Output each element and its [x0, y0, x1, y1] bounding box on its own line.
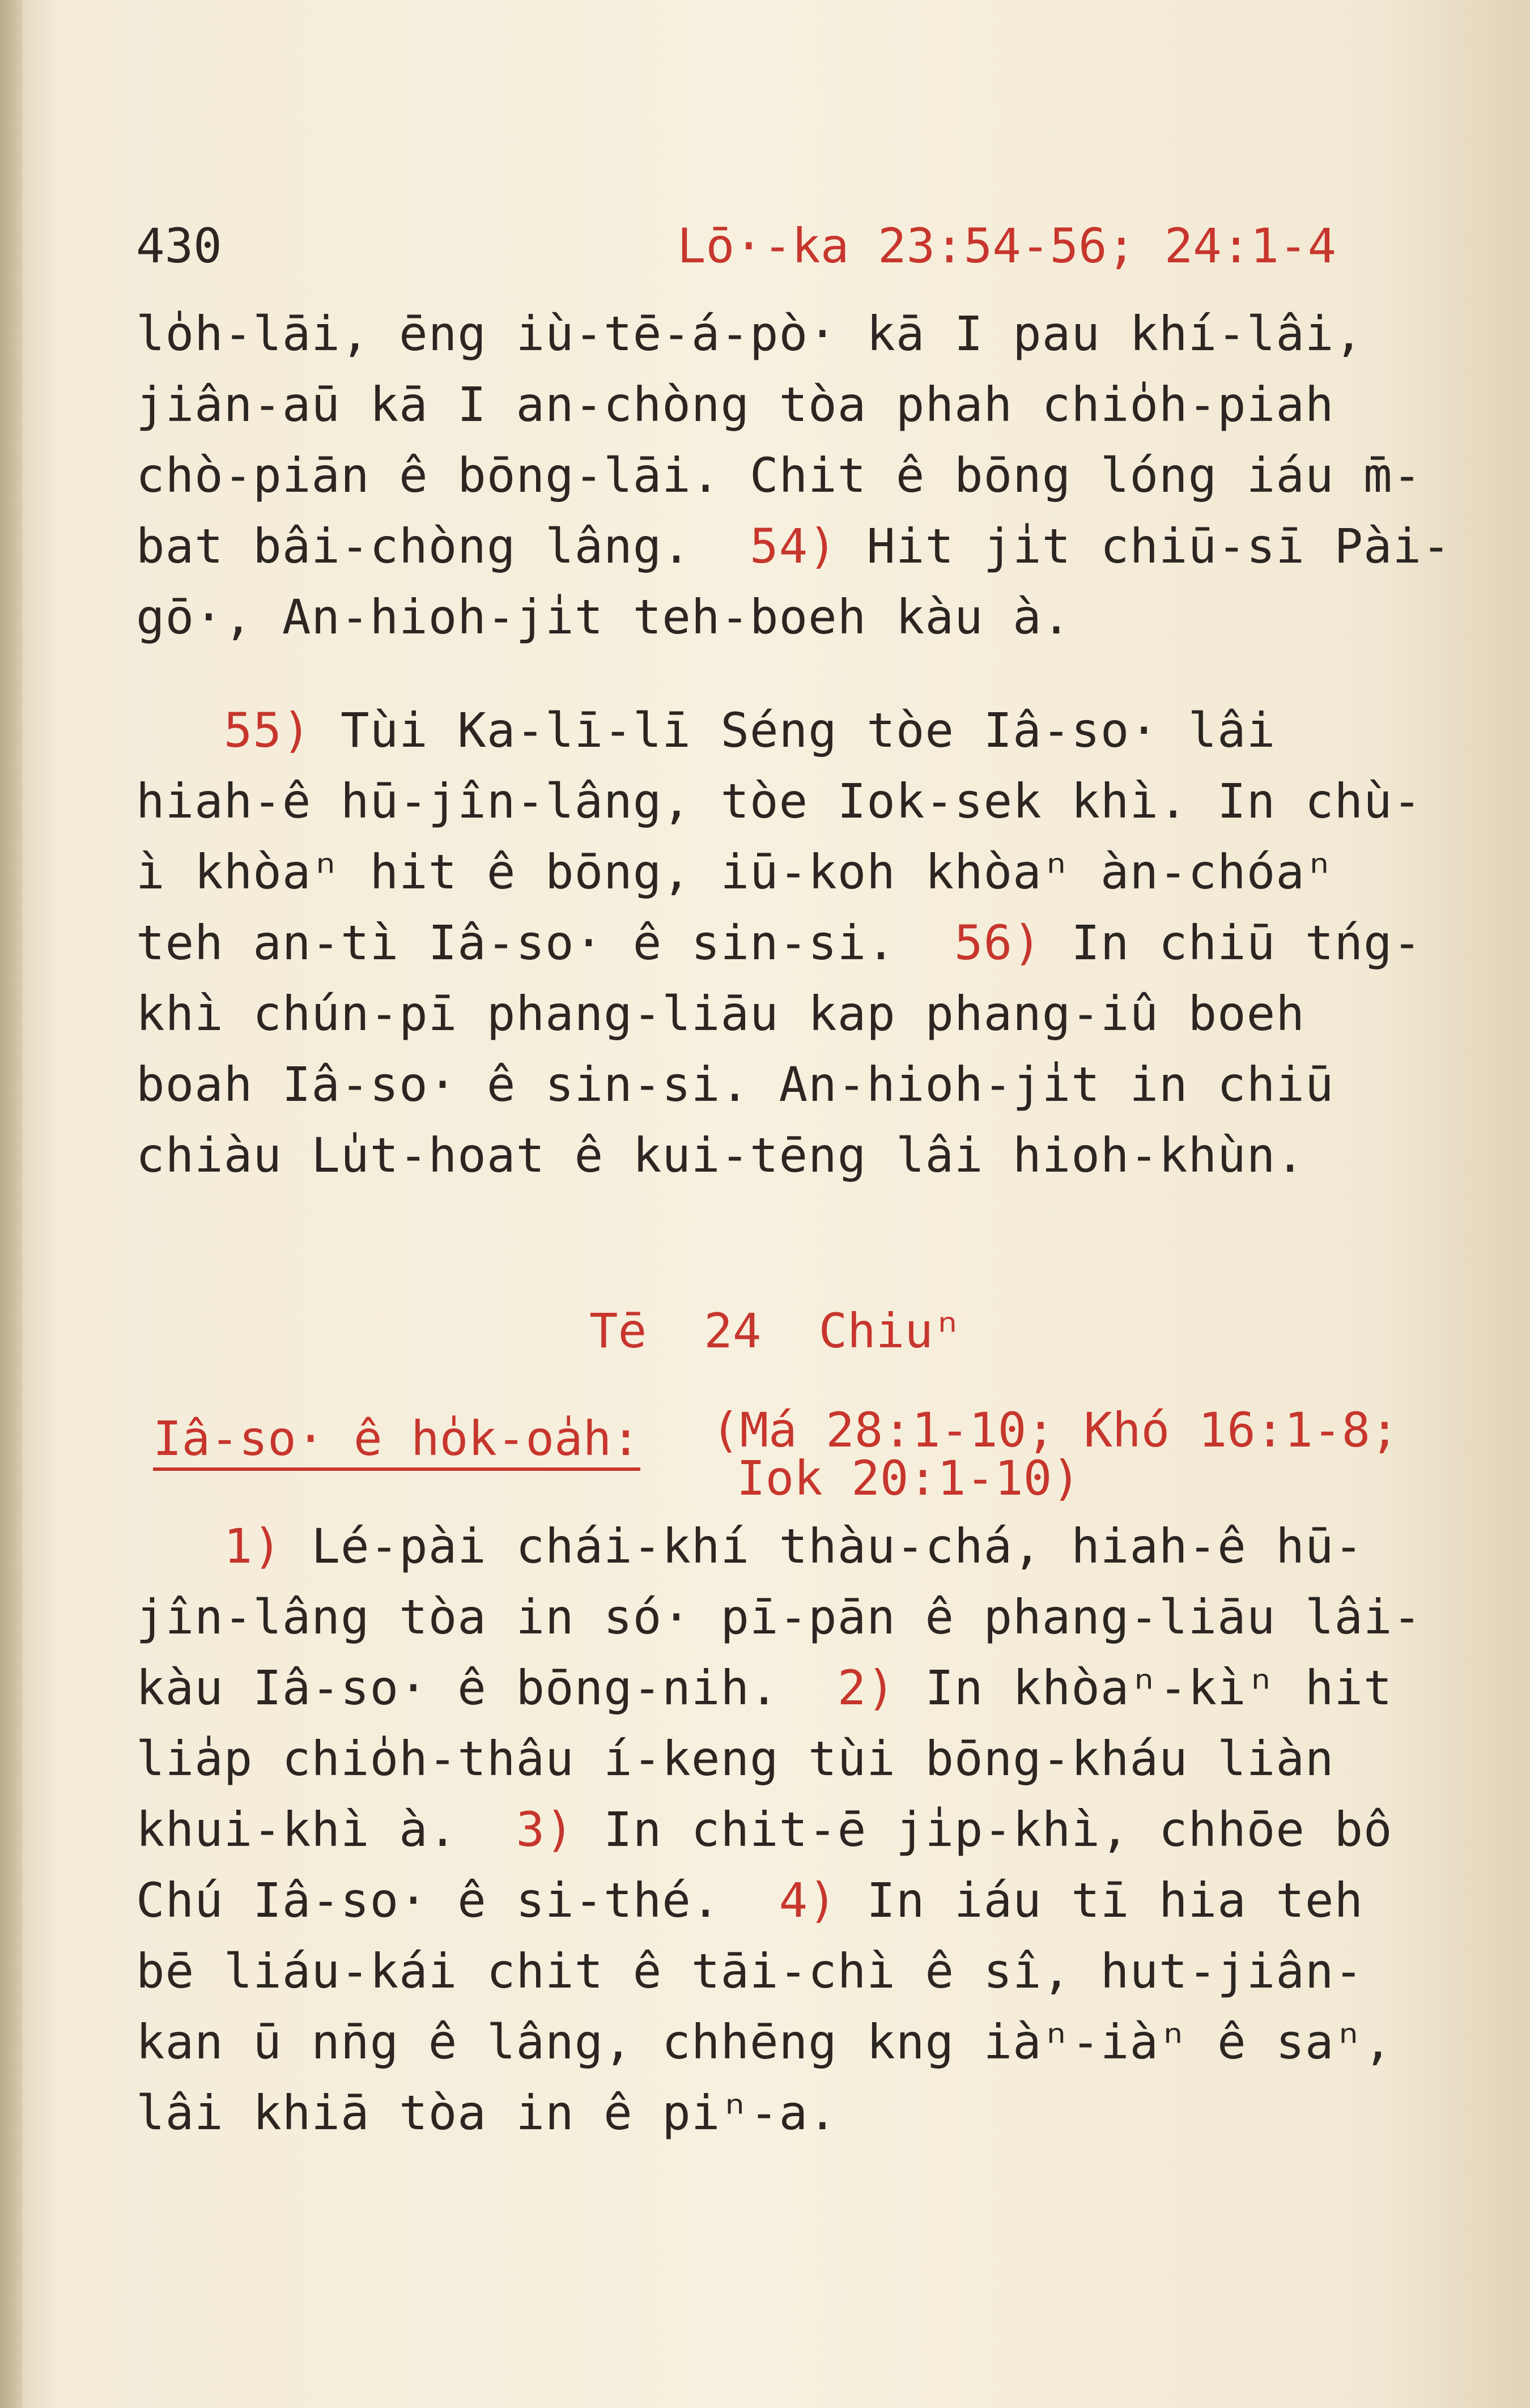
text-segment: jiân-aū kā I an-chòng tòa phah chio̍h-piah — [136, 377, 1334, 432]
verse-number: 2) — [837, 1660, 896, 1716]
text-line — [136, 448, 1422, 503]
text-segment: kàu Iâ-so· ê bōng-nih. — [136, 1660, 838, 1716]
text-segment: lia̍p chio̍h-thâu í-keng tùi bōng-kháu liàn — [136, 1731, 1334, 1786]
text-line — [136, 1873, 1363, 1928]
text-segment: lo̍h-lāi, ēng iù-tē-á-pò· kā I pau khí-lâi, — [136, 306, 1364, 361]
section-title: Iâ-so· ê ho̍k-oa̍h: — [153, 1411, 640, 1471]
section-reference-line-2: Iok 20:1-10) — [737, 1450, 1081, 1506]
text-segment — [136, 703, 224, 758]
verse-number: 55) — [223, 703, 312, 758]
text-line — [136, 1518, 1363, 1574]
page-binding-edge — [0, 0, 23, 2408]
text-segment: khì chún-pī phang-liāu kap phang-iû boeh — [136, 986, 1305, 1041]
verse-number: 3) — [516, 1802, 575, 1857]
text-segment: khui-khì à. — [136, 1802, 516, 1857]
text-line — [136, 589, 1071, 645]
running-title: Lō·-ka 23:54-56; 24:1-4 — [677, 218, 1337, 274]
text-line — [136, 1660, 1393, 1716]
text-line — [136, 1802, 1393, 1857]
text-line — [136, 1589, 1422, 1645]
section-reference-line-1: (Má 28:1-10; Khó 16:1-8; — [711, 1402, 1399, 1458]
text-line — [136, 2085, 838, 2141]
text-segment: bē liáu-kái chit ê tāi-chì ê sî, hut-jiân- — [136, 1943, 1364, 1999]
chapter-heading: Tē 24 Chiuⁿ — [589, 1303, 962, 1359]
text-segment: In khòaⁿ-kìⁿ hit — [895, 1660, 1393, 1716]
verse-number: 56) — [954, 915, 1042, 971]
text-line — [136, 703, 1276, 758]
text-segment: bat bâi-chòng lâng. — [136, 518, 750, 574]
text-segment: ì khòaⁿ hit ê bōng, iū-koh khòaⁿ àn-chóaⁿ — [136, 844, 1334, 900]
text-line — [136, 1943, 1363, 1999]
verse-number: 1) — [223, 1518, 282, 1574]
text-segment: Hit ji̍t chiū-sī Pài- — [837, 518, 1451, 574]
verse-number: 54) — [750, 518, 838, 574]
text-line — [136, 1731, 1334, 1786]
text-segment: gō·, An-hioh-ji̍t teh-boeh kàu à. — [136, 589, 1072, 645]
text-segment: Chú Iâ-so· ê si-thé. — [136, 1873, 779, 1928]
text-line — [136, 1057, 1334, 1112]
text-segment: In chiū tńg- — [1042, 915, 1422, 971]
text-segment: teh an-tì Iâ-so· ê sin-si. — [136, 915, 955, 971]
text-segment: Lé-pài chái-khí thàu-chá, hiah-ê hū- — [282, 1518, 1364, 1574]
text-segment: boah Iâ-so· ê sin-si. An-hioh-ji̍t in chiū — [136, 1057, 1334, 1112]
verse-number: 4) — [779, 1873, 838, 1928]
text-segment: hiah-ê hū-jîn-lâng, tòe Iok-sek khì. In chù- — [136, 773, 1422, 829]
text-segment: In chit-ē ji̍p-khì, chhōe bô — [574, 1802, 1393, 1857]
text-segment: chò-piān ê bōng-lāi. Chit ê bōng lóng iáu m̄- — [136, 448, 1422, 503]
text-line — [136, 986, 1305, 1041]
text-segment: Tùi Ka-lī-lī Séng tòe Iâ-so· lâi — [311, 703, 1276, 758]
text-line — [136, 2014, 1393, 2070]
text-line — [136, 1128, 1305, 1183]
text-line — [136, 306, 1363, 361]
text-segment: chiàu Lu̍t-hoat ê kui-tēng lâi hioh-khùn. — [136, 1128, 1305, 1183]
text-line — [136, 773, 1422, 829]
text-segment — [136, 1518, 224, 1574]
text-line — [136, 844, 1334, 900]
text-segment: kan ū nn̄g ê lâng, chhēng kng iàⁿ-iàⁿ ê saⁿ, — [136, 2014, 1393, 2070]
text-line — [136, 915, 1422, 971]
text-segment: lâi khiā tòa in ê piⁿ-a. — [136, 2085, 838, 2141]
text-segment: In iáu tī hia teh — [837, 1873, 1364, 1928]
text-segment: jîn-lâng tòa in só· pī-pān ê phang-liāu lâi- — [136, 1589, 1422, 1645]
text-line — [136, 518, 1451, 574]
page-number: 430 — [136, 218, 222, 274]
text-line — [136, 377, 1334, 432]
